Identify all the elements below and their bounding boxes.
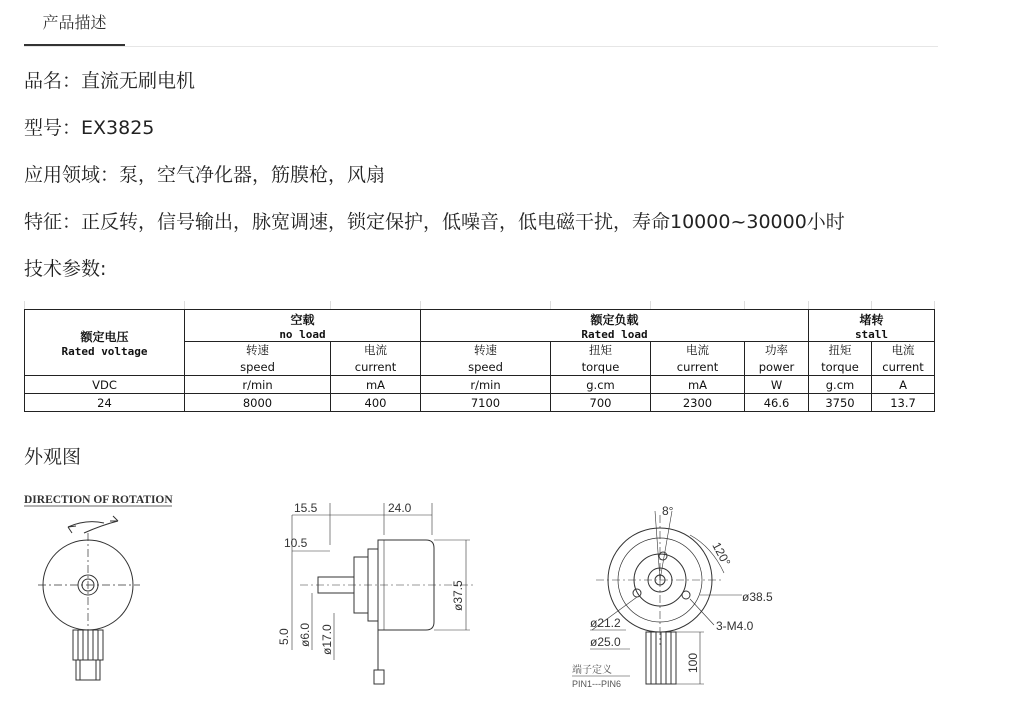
no-load-header: 空载 no load — [185, 310, 421, 342]
sub-en: current — [331, 359, 421, 376]
units-row — [25, 376, 935, 394]
sub-cn: 电流 — [872, 342, 935, 359]
params-heading: 技术参数: — [24, 258, 107, 280]
dim-side: 5.0 — [277, 628, 291, 645]
value-cell: 7100 — [421, 394, 551, 412]
dim-side: ø17.0 — [320, 624, 334, 655]
unit-cell: g.cm — [551, 376, 651, 394]
motor-drawing — [0, 485, 1013, 725]
tab-product-description[interactable]: 产品描述 — [24, 0, 125, 46]
value-cell: 700 — [551, 394, 651, 412]
rated-load-header: 额定负载 Rated load — [421, 310, 809, 342]
sub-en: power — [745, 359, 809, 376]
unit-cell: A — [872, 376, 935, 394]
dim-front: 8° — [662, 504, 674, 518]
sub-cn: 扭矩 — [809, 342, 872, 359]
value-cell: 400 — [331, 394, 421, 412]
product-features: 特征：正反转，信号输出，脉宽调速，锁定保护，低噪音，低电磁干扰，寿命10000~30000小时 — [24, 211, 845, 233]
dim-front: ø25.0 — [590, 635, 621, 649]
dim-front: ø38.5 — [742, 590, 773, 604]
dim-front: 3-M4.0 — [716, 619, 754, 633]
sub-en: current — [872, 359, 935, 376]
dim-side: ø6.0 — [298, 622, 312, 647]
sub-cn: 转速 — [421, 342, 551, 359]
sub-cn: 电流 — [331, 342, 421, 359]
values-row — [25, 394, 935, 412]
product-model: 型号：EX3825 — [24, 117, 155, 139]
sub-en: current — [651, 359, 745, 376]
sub-en: torque — [551, 359, 651, 376]
unit-cell: r/min — [421, 376, 551, 394]
sub-cn: 电流 — [651, 342, 745, 359]
sub-en: torque — [809, 359, 872, 376]
rotation-view — [24, 494, 173, 680]
value-cell: 13.7 — [872, 394, 935, 412]
dim-side: 15.5 — [294, 501, 318, 515]
unit-cell: W — [745, 376, 809, 394]
wire-label: 端子定义 — [572, 665, 612, 676]
sub-cn: 扭矩 — [551, 342, 651, 359]
tab-bar — [24, 0, 938, 47]
rotation-label: DIRECTION OF ROTATION — [24, 494, 173, 506]
dim-side: ø37.5 — [451, 580, 465, 611]
dim-front: 120° — [709, 539, 734, 569]
spec-table — [24, 301, 935, 412]
rated-voltage-header: 额定电压 Rated voltage — [25, 310, 185, 376]
value-cell: 2300 — [651, 394, 745, 412]
front-view — [572, 504, 773, 689]
product-name: 品名：直流无刷电机 — [24, 70, 196, 92]
unit-cell: mA — [651, 376, 745, 394]
dim-side: 24.0 — [388, 501, 412, 515]
sub-cn: 转速 — [185, 342, 331, 359]
unit-cell: mA — [331, 376, 421, 394]
stall-header: 堵转 stall — [809, 310, 935, 342]
unit-cell: VDC — [25, 376, 185, 394]
value-cell: 8000 — [185, 394, 331, 412]
wire-pin-label: PIN1---PIN6 — [572, 679, 622, 689]
appearance-heading: 外观图 — [24, 446, 82, 468]
sub-cn: 功率 — [745, 342, 809, 359]
sub-en: speed — [421, 359, 551, 376]
value-cell: 3750 — [809, 394, 872, 412]
product-application: 应用领域：泵，空气净化器，筋膜枪，风扇 — [24, 164, 386, 186]
dim-front: ø21.2 — [590, 616, 621, 630]
unit-cell: r/min — [185, 376, 331, 394]
side-view — [277, 501, 476, 684]
unit-cell: g.cm — [809, 376, 872, 394]
value-cell: 24 — [25, 394, 185, 412]
dim-side: 10.5 — [284, 536, 308, 550]
sub-en: speed — [185, 359, 331, 376]
value-cell: 46.6 — [745, 394, 809, 412]
dim-front: 100 — [686, 652, 700, 673]
